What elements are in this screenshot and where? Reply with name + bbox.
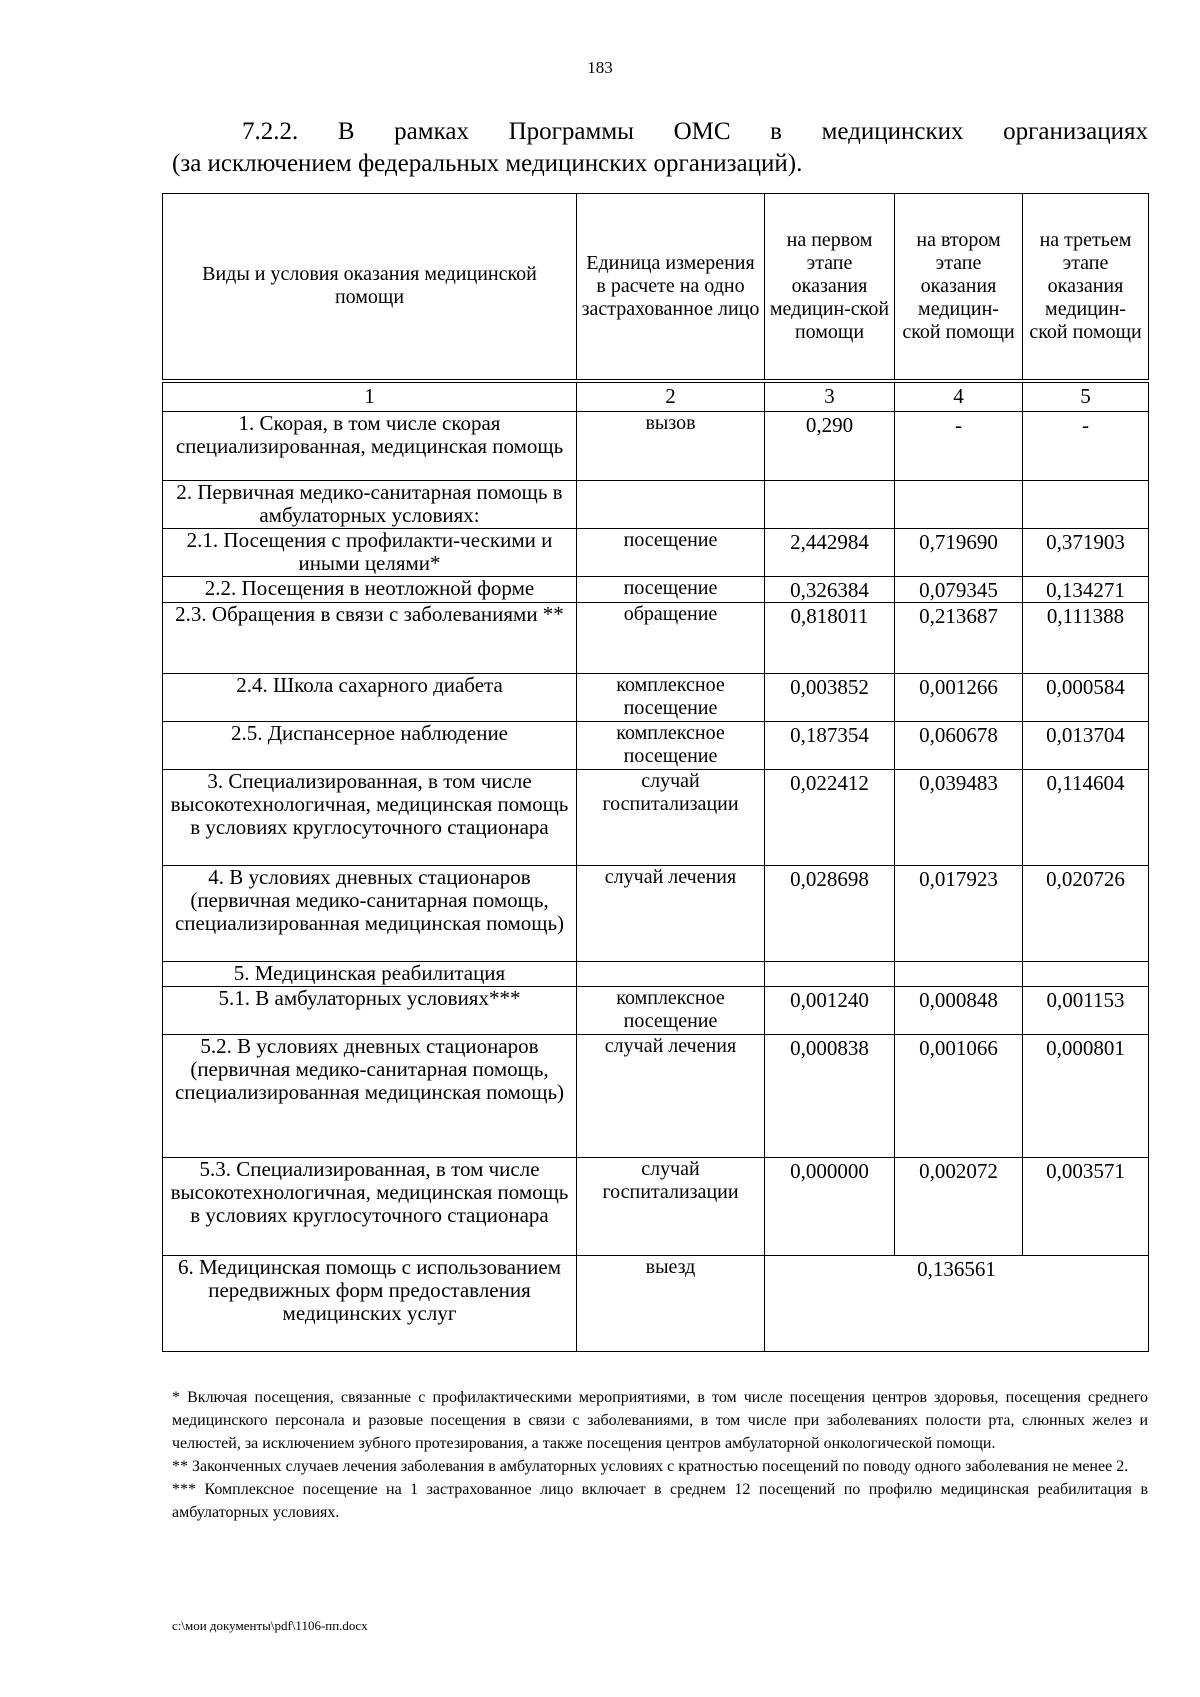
table-row bbox=[163, 411, 1149, 480]
column-numbers-row bbox=[163, 381, 1149, 412]
row-unit bbox=[577, 961, 765, 986]
row-name: 3. Специализированная, в том числе высокотехнологичная, медицинская помощь в условиях круглосуточного стационара bbox=[163, 769, 577, 865]
heading-line-2: (за исключением федеральных медицинских организаций). bbox=[172, 150, 803, 177]
row-name: 1. Скорая, в том числе скорая специализированная, медицинская помощь bbox=[163, 411, 577, 480]
footnote-1: * Включая посещения, связанные с профилактическими мероприятиями, в том числе посещения центров здоровья, посещения среднего медицинского персонала и разовые посещения в связи с заболеваниями, в том числе при заболеваниях полости рта, слюнных желез и челюстей, за исключением зубного протезирования, а также посещения центров амбулаторной онкологической помощи. bbox=[172, 1389, 1148, 1452]
row-value-stage-3: 0,020726 bbox=[1023, 865, 1149, 961]
row-unit: посещение bbox=[577, 576, 765, 602]
row-unit bbox=[577, 480, 765, 528]
table-row bbox=[163, 721, 1149, 769]
table-row bbox=[163, 1157, 1149, 1255]
footnotes bbox=[172, 1386, 1148, 1524]
table-row bbox=[163, 1034, 1149, 1157]
row-value-stage-3: 0,000801 bbox=[1023, 1034, 1149, 1157]
row-value-stage-2: 0,079345 bbox=[895, 576, 1023, 602]
row-value-stage-2: 0,060678 bbox=[895, 721, 1023, 769]
row-name: 4. В условиях дневных стационаров (первичная медико-санитарная помощь, специализированная медицинская помощь) bbox=[163, 865, 577, 961]
row-value-stage-3: 0,013704 bbox=[1023, 721, 1149, 769]
row-name: 2.5. Диспансерное наблюдение bbox=[163, 721, 577, 769]
row-value-stage-1: 0,326384 bbox=[765, 576, 895, 602]
row-name: 2. Первичная медико-санитарная помощь в амбулаторных условиях: bbox=[163, 480, 577, 528]
column-number: 4 bbox=[895, 381, 1023, 412]
row-value-stage-1: 0,028698 bbox=[765, 865, 895, 961]
row-name: 6. Медицинская помощь с использованием передвижных форм предоставления медицинских услуг bbox=[163, 1255, 577, 1351]
row-name: 5.1. В амбулаторных условиях*** bbox=[163, 986, 577, 1034]
row-name: 2.1. Посещения с профилакти-ческими и иными целями* bbox=[163, 528, 577, 576]
header-stage-1: на первом этапе оказания медицин-ской помощи bbox=[765, 194, 895, 381]
row-unit: случай лечения bbox=[577, 1034, 765, 1157]
row-name: 2.4. Школа сахарного диабета bbox=[163, 673, 577, 721]
footnote-2: ** Законченных случаев лечения заболевания в амбулаторных условиях с кратностью посещений по поводу одного заболевания не менее 2. bbox=[172, 1458, 1129, 1475]
row-value-stage-1 bbox=[765, 961, 895, 986]
row-value-stage-2: 0,039483 bbox=[895, 769, 1023, 865]
page-number: 183 bbox=[587, 58, 613, 77]
header-stage-2: на втором этапе оказания медицин-ской помощи bbox=[895, 194, 1023, 381]
row-value-stage-3: 0,003571 bbox=[1023, 1157, 1149, 1255]
row-value-stage-3: - bbox=[1023, 411, 1149, 480]
row-value-stage-3 bbox=[1023, 961, 1149, 986]
table-row bbox=[163, 986, 1149, 1034]
row-unit: случай лечения bbox=[577, 865, 765, 961]
row-value-stage-1: 0,001240 bbox=[765, 986, 895, 1034]
row-unit: посещение bbox=[577, 528, 765, 576]
row-value-stage-3 bbox=[1023, 480, 1149, 528]
row-value-stage-1: 0,003852 bbox=[765, 673, 895, 721]
row-unit: комплексное посещение bbox=[577, 721, 765, 769]
row-value-stage-2: 0,017923 bbox=[895, 865, 1023, 961]
row-value-stage-2: - bbox=[895, 411, 1023, 480]
table-row bbox=[163, 480, 1149, 528]
column-number: 1 bbox=[163, 381, 577, 412]
row-unit: случай госпитализации bbox=[577, 769, 765, 865]
row-name: 2.3. Обращения в связи с заболеваниями ** bbox=[163, 602, 577, 673]
row-value-stage-1: 0,290 bbox=[765, 411, 895, 480]
row-value-stage-2: 0,719690 bbox=[895, 528, 1023, 576]
row-value-stage-3: 0,001153 bbox=[1023, 986, 1149, 1034]
row-unit: вызов bbox=[577, 411, 765, 480]
row-name: 5.3. Специализированная, в том числе высокотехнологичная, медицинская помощь в условиях круглосуточного стационара bbox=[163, 1157, 577, 1255]
row-value-merged: 0,136561 bbox=[765, 1255, 1149, 1351]
column-number: 3 bbox=[765, 381, 895, 412]
footnote-3: *** Комплексное посещение на 1 застрахованное лицо включает в среднем 12 посещений по профилю медицинская реабилитация в амбулаторных условиях. bbox=[172, 1481, 1148, 1521]
table-row bbox=[163, 961, 1149, 986]
header-stage-3: на третьем этапе оказания медицин-ской помощи bbox=[1023, 194, 1149, 381]
row-unit: выезд bbox=[577, 1255, 765, 1351]
row-value-stage-1 bbox=[765, 480, 895, 528]
table-row bbox=[163, 528, 1149, 576]
row-value-stage-1: 0,000838 bbox=[765, 1034, 895, 1157]
row-value-stage-1: 0,187354 bbox=[765, 721, 895, 769]
row-value-stage-2: 0,001066 bbox=[895, 1034, 1023, 1157]
column-number: 2 bbox=[577, 381, 765, 412]
heading-line-1: 7.2.2. В рамках Программы ОМС в медицинских организациях bbox=[242, 118, 1148, 145]
section-heading bbox=[172, 116, 1148, 180]
row-unit: обращение bbox=[577, 602, 765, 673]
row-value-stage-2: 0,213687 bbox=[895, 602, 1023, 673]
row-value-stage-2: 0,000848 bbox=[895, 986, 1023, 1034]
row-value-stage-3: 0,371903 bbox=[1023, 528, 1149, 576]
row-value-stage-2 bbox=[895, 480, 1023, 528]
table-header-row bbox=[163, 194, 1149, 381]
row-value-stage-1: 2,442984 bbox=[765, 528, 895, 576]
row-name: 5.2. В условиях дневных стационаров (первичная медико-санитарная помощь, специализированная медицинская помощь) bbox=[163, 1034, 577, 1157]
volume-norms-table bbox=[162, 193, 1149, 1352]
row-unit: случай госпитализации bbox=[577, 1157, 765, 1255]
row-value-stage-2: 0,002072 bbox=[895, 1157, 1023, 1255]
column-number: 5 bbox=[1023, 381, 1149, 412]
table-row bbox=[163, 673, 1149, 721]
row-value-stage-3: 0,114604 bbox=[1023, 769, 1149, 865]
row-name: 2.2. Посещения в неотложной форме bbox=[163, 576, 577, 602]
row-name: 5. Медицинская реабилитация bbox=[163, 961, 577, 986]
table-row bbox=[163, 602, 1149, 673]
row-value-stage-2: 0,001266 bbox=[895, 673, 1023, 721]
row-value-stage-3: 0,134271 bbox=[1023, 576, 1149, 602]
table-row bbox=[163, 769, 1149, 865]
header-unit: Единица измерения в расчете на одно застрахованное лицо bbox=[577, 194, 765, 381]
row-value-stage-1: 0,022412 bbox=[765, 769, 895, 865]
row-value-stage-3: 0,000584 bbox=[1023, 673, 1149, 721]
row-value-stage-1: 0,818011 bbox=[765, 602, 895, 673]
row-unit: комплексное посещение bbox=[577, 673, 765, 721]
row-value-stage-3: 0,111388 bbox=[1023, 602, 1149, 673]
header-care-type: Виды и условия оказания медицинской помощи bbox=[163, 194, 577, 381]
row-value-stage-1: 0,000000 bbox=[765, 1157, 895, 1255]
table-row-mobile-care bbox=[163, 1255, 1149, 1351]
row-unit: комплексное посещение bbox=[577, 986, 765, 1034]
table-row bbox=[163, 865, 1149, 961]
table-row bbox=[163, 576, 1149, 602]
row-value-stage-2 bbox=[895, 961, 1023, 986]
file-path: c:\мои документы\pdf\1106-пп.docx bbox=[172, 1618, 368, 1633]
